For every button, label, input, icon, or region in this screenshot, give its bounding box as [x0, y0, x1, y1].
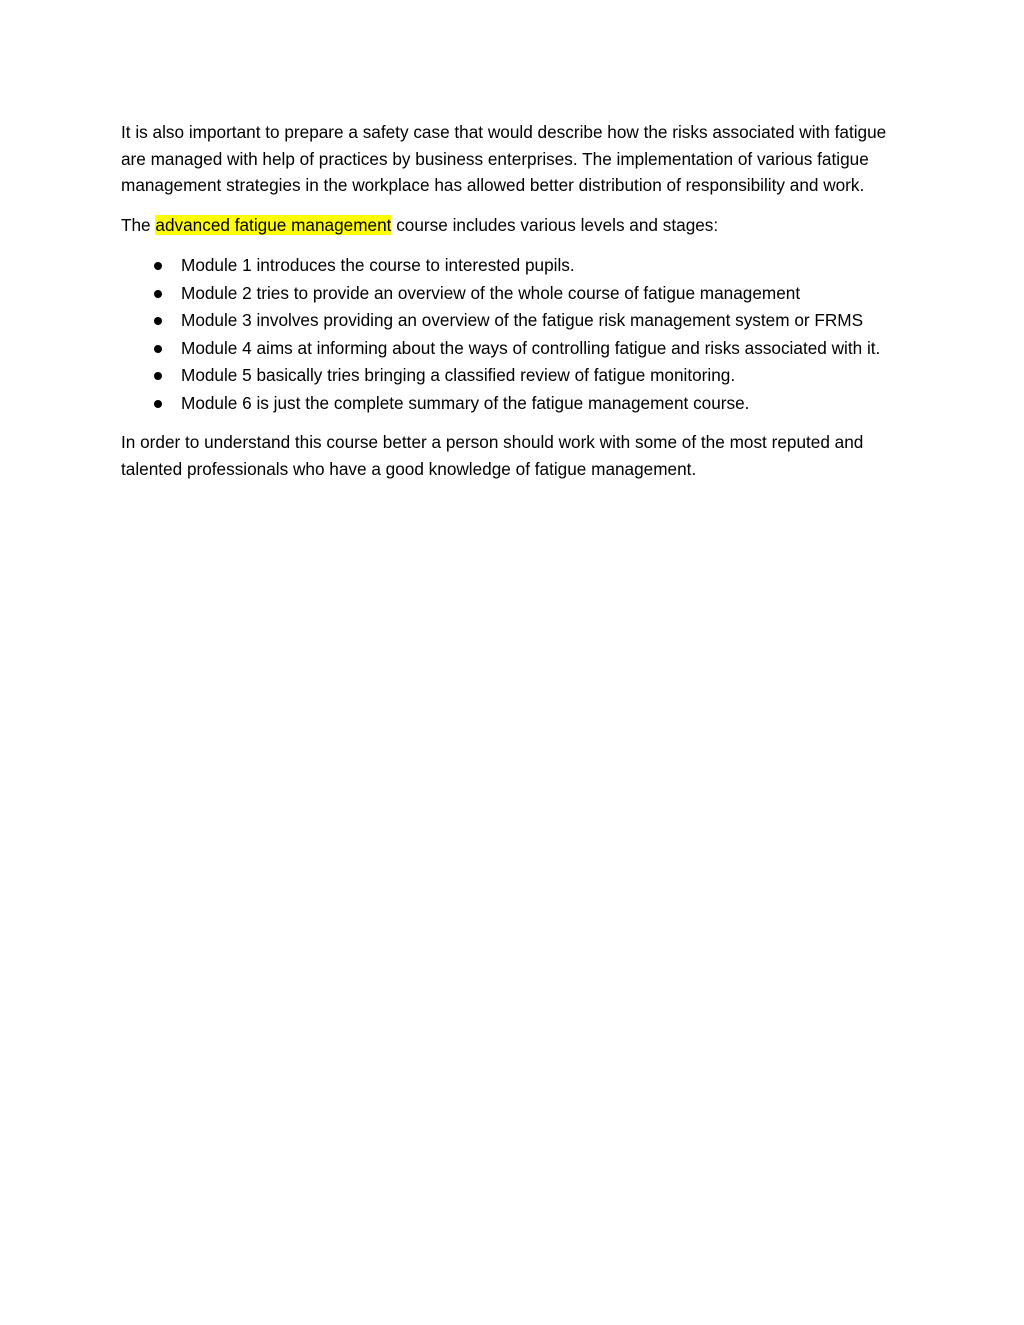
module-text: Module 4 aims at informing about the ways of controlling fatigue and risks associated with it.: [181, 337, 881, 358]
list-item: [121, 390, 901, 417]
course-intro-paragraph: [121, 212, 901, 239]
list-item: [121, 307, 901, 334]
list-item: [121, 362, 901, 389]
module-list: [121, 252, 901, 416]
module-text: Module 5 basically tries bringing a classified review of fatigue monitoring.: [181, 365, 736, 385]
highlighted-course-name: advanced fatigue management: [155, 214, 392, 235]
bullet-icon: [154, 262, 162, 270]
list-item: [121, 252, 901, 279]
module-text: Module 1 introduces the course to interested pupils.: [181, 255, 575, 275]
bullet-icon: [154, 290, 162, 298]
bullet-icon: [154, 317, 162, 325]
intro-paragraph: It is also important to prepare a safety case that would describe how the risks associated with fatigue are managed with help of practices by business enterprises. The implementation of various fatigue management strategies in the workplace has allowed better distribution of responsibility and work.: [121, 122, 887, 195]
document-body: [121, 119, 901, 482]
list-item: [121, 335, 901, 362]
module-text: Module 6 is just the complete summary of the fatigue management course.: [181, 392, 750, 413]
bullet-icon: [154, 400, 162, 408]
list-item: [121, 280, 901, 307]
course-intro-suffix: course includes various levels and stages:: [391, 214, 719, 235]
module-text: Module 2 tries to provide an overview of the whole course of fatigue management: [181, 282, 801, 303]
course-intro-prefix: The: [121, 214, 156, 235]
bullet-icon: [154, 372, 162, 380]
closing-paragraph: In order to understand this course better a person should work with some of the most reputed and talented professionals who have a good knowledge of fatigue management.: [121, 432, 864, 479]
module-text: Module 3 involves providing an overview of the fatigue risk management system or FRMS: [181, 310, 864, 330]
bullet-icon: [154, 345, 162, 353]
